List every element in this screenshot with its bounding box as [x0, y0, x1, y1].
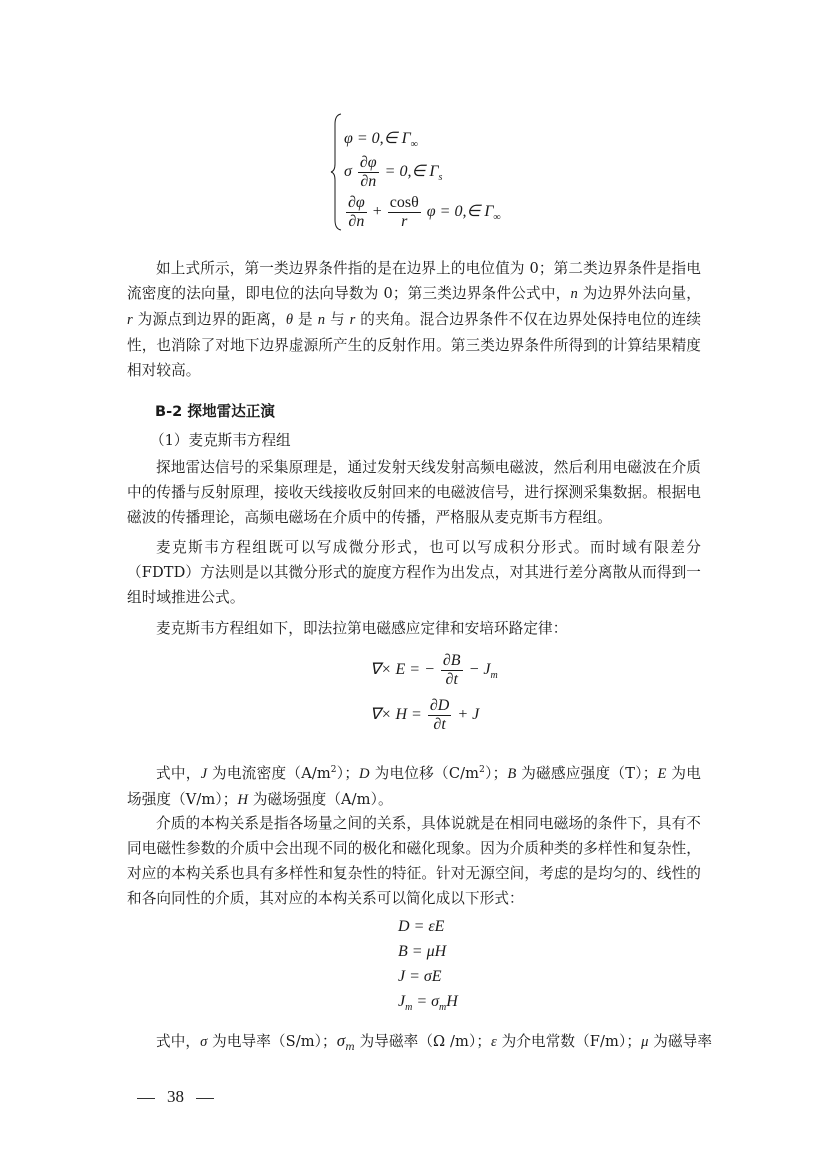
page-number: 38	[167, 1087, 184, 1106]
superscript: 2	[479, 765, 485, 775]
text: ）；	[336, 764, 360, 782]
maxwell-eq-faraday	[370, 652, 498, 689]
math-var: ε	[491, 1034, 497, 1050]
eq-lhs: D	[398, 918, 410, 935]
eq-subscript: s	[438, 172, 443, 184]
fraction-numerator: ∂D	[429, 697, 450, 714]
paragraph-boundary-explanation	[127, 256, 701, 383]
eq-subscript: m	[405, 1002, 413, 1013]
text: 为电流密度（A/m	[207, 764, 331, 782]
paragraph-constitutive-relations: 介质的本构关系是指各场量之间的关系，具体说就是在相同电磁场的条件下，具有不同电磁性参数的介质中会出现不同的极化和磁化现象。因为介质种类的多样性和复杂性，对应的本构关系也具有多样性和复杂性的特征。针对无源空间，考虑的是均匀的、线性的和各向同性的介质，其对应的本构关系可以简化成以下形式：	[127, 815, 701, 907]
eq-rhs: = εE	[413, 918, 445, 935]
eq-subscript: m	[490, 670, 498, 682]
left-brace	[330, 112, 344, 232]
eq-subscript: ∞	[493, 212, 501, 224]
eq-rhs: φ = 0,∈ Γ	[426, 203, 494, 221]
page-footer	[125, 1087, 226, 1107]
eq-rhs: = 0,∈ Γ	[384, 163, 439, 181]
eq-lhs: J	[398, 968, 406, 985]
boundary-eq-line-1	[344, 128, 418, 150]
eq-lhs: ∇× E = −	[370, 661, 435, 679]
math-var: E	[657, 765, 667, 782]
section-heading: B-2 探地雷达正演	[155, 403, 275, 420]
paragraph-gpr-principle: 探地雷达信号的采集原理是，通过发射天线发射高频电磁波，然后利用电磁波在介质中的传播与反射原理，接收天线接收反射回来的电磁波信号，进行探测采集数据。根据电磁波的传播理论，高频电磁场在介质中的传播，严格服从麦克斯韦方程组。	[127, 459, 701, 526]
text: 式中，	[156, 764, 201, 782]
fraction-denominator: r	[401, 213, 408, 230]
fraction	[441, 652, 463, 689]
eq-lhs: B	[398, 943, 408, 960]
subsection-heading: （1）麦克斯韦方程组	[150, 432, 291, 449]
constitutive-eq-d	[398, 918, 444, 936]
eq-lhs: J	[398, 993, 406, 1010]
fraction	[428, 697, 451, 734]
math-var: μ	[641, 1034, 649, 1050]
maxwell-eq-ampere	[370, 697, 479, 734]
paragraph-maxwell-intro: 麦克斯韦方程组如下，即法拉第电磁感应定律和安培环路定律：	[156, 620, 568, 637]
plus-sign: +	[372, 203, 382, 221]
paragraph-material-parameters	[127, 1028, 713, 1060]
boundary-eq-line-2	[344, 154, 442, 191]
text: 的夹角。混合边界条件不仅在边界处保持电位的连续性，也消除了对地下边界虚源所产生的反射作用。第三类边界条件所得到的计算结果精度相对较高。	[127, 311, 702, 379]
text: 为电场强度（V/m）；	[127, 764, 701, 808]
fraction	[388, 194, 421, 231]
text: 为导磁率（Ω /m）；	[354, 1033, 492, 1050]
math-var: J	[200, 765, 208, 782]
text: 式中，	[156, 1033, 201, 1050]
fraction-numerator: ∂φ	[359, 154, 377, 171]
eq-symbol: σ	[344, 163, 352, 181]
text: 为边界外法向量，	[577, 285, 702, 302]
eq-subscript: ∞	[410, 139, 418, 150]
eq-rhs: + J	[457, 706, 480, 724]
paragraph-symbol-definitions	[127, 758, 701, 813]
text: 为磁场强度（A/m）。	[248, 790, 393, 808]
math-var: D	[359, 765, 370, 782]
eq-symbol: φ	[344, 130, 353, 147]
text: ）；	[484, 764, 508, 782]
constitutive-eq-j	[398, 968, 442, 986]
fraction-numerator: cosθ	[389, 194, 419, 211]
text: 为磁感应强度（T）；	[516, 764, 658, 782]
text: 为介电常数（F/m）；	[496, 1033, 642, 1050]
fraction	[358, 154, 379, 191]
text: 为磁导率	[648, 1033, 713, 1050]
math-var: H	[237, 791, 249, 808]
footer-dash-left	[137, 1098, 155, 1099]
fraction-denominator: ∂t	[433, 716, 446, 733]
eq-rhs: = σE	[409, 968, 442, 985]
eq-rhs: = μH	[411, 943, 447, 960]
math-var: n	[317, 312, 326, 328]
text: 与	[325, 311, 350, 328]
eq-rhs-tail: H	[446, 993, 458, 1010]
text: 为电位移（C/m	[369, 764, 480, 782]
eq-lhs: ∇× H =	[370, 706, 422, 724]
constitutive-eq-jm	[398, 993, 458, 1013]
fraction	[346, 194, 367, 231]
paragraph-fdtd: 麦克斯韦方程组既可以写成微分形式，也可以写成积分形式。而时域有限差分（FDTD）方法则是以其微分形式的旋度方程作为出发点，对其进行差分离散从而得到一组时域推进公式。	[127, 539, 701, 606]
math-var: r	[349, 312, 356, 328]
eq-rhs: = 0,∈ Γ	[356, 130, 411, 147]
fraction-numerator: ∂φ	[348, 194, 365, 211]
eq-rhs: = σ	[416, 993, 440, 1010]
math-var: σ	[336, 1031, 346, 1050]
fraction-denominator: ∂n	[360, 173, 377, 190]
boundary-eq-line-3	[344, 194, 501, 231]
math-var: n	[570, 286, 578, 302]
text: 是	[293, 311, 318, 328]
math-var: σ	[200, 1034, 208, 1050]
math-var: r	[127, 312, 133, 328]
superscript: 2	[330, 765, 337, 775]
constitutive-eq-b	[398, 943, 446, 961]
text: 为源点到边界的距离，	[132, 311, 286, 328]
text: 如上式所示，第一类边界条件指的是在边界上的电位值为 0；第二类边界条件是指电流密度的法向量，即电位的法向导数为 0；第三类边界条件公式中，	[127, 260, 701, 302]
math-subscript: m	[345, 1042, 355, 1053]
fraction-numerator: ∂B	[442, 652, 461, 669]
math-var: B	[507, 765, 517, 782]
text: 为电导率（S/m）；	[207, 1033, 337, 1050]
eq-subscript: m	[439, 1002, 447, 1013]
math-var: θ	[285, 312, 294, 328]
eq-rhs: − J	[468, 661, 491, 679]
fraction-denominator: ∂t	[445, 671, 458, 688]
fraction-denominator: ∂n	[348, 213, 365, 230]
footer-dash-right	[196, 1098, 214, 1099]
